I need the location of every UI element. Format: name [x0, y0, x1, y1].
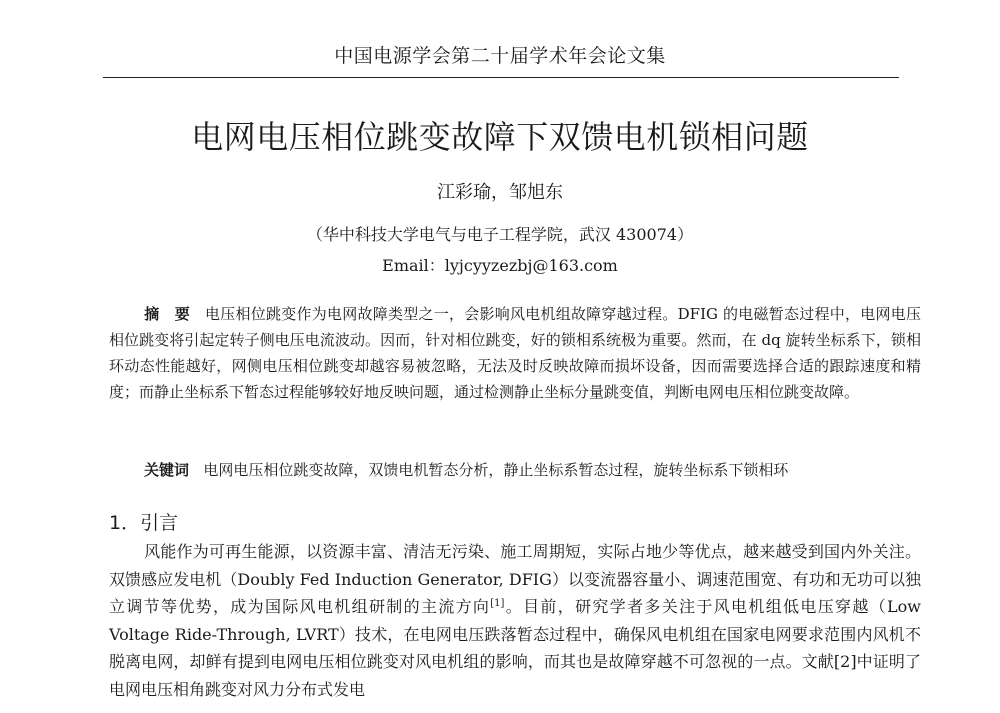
abstract — [109, 301, 921, 405]
keywords — [109, 457, 921, 483]
affiliation: （华中科技大学电气与电子工程学院，武汉 430074） — [306, 225, 694, 244]
section-title: 引言 — [140, 512, 179, 534]
authors: 江彩瑜，邹旭东 — [437, 182, 563, 203]
paper-title: 电网电压相位跳变故障下双馈电机锁相问题 — [191, 118, 809, 156]
running-head: 中国电源学会第二十届学术年会论文集 — [334, 45, 666, 67]
keywords-text: 电网电压相位跳变故障，双馈电机暂态分析，静止坐标系暂态过程，旋转坐标系下锁相环 — [203, 461, 789, 479]
section-number: 1． — [109, 512, 141, 534]
header-rule — [103, 77, 899, 78]
body-paragraph — [109, 538, 921, 703]
abstract-label: 摘 要 — [144, 305, 190, 323]
keywords-label: 关键词 — [144, 461, 190, 479]
body-text-part1: 风能作为可再生能源，以资源丰富、清洁无污染、施工周期短，实际占地少等优点，越来越受到国内外关注。双馈感应发电机（Doubly Fed Induction Generator, DFIG）以变流器容量小、调速范围宽、有功和无功可以独立调节等优势，成为国际风电机组研制的主流方向 — [109, 542, 921, 616]
email: Email：lyjcyyzezbj@163.com — [382, 256, 618, 275]
body-text-part2: 。目前，研究学者多关注于风电机组低电压穿越（Low Voltage Ride-Through, LVRT）技术，在电网电压跌落暂态过程中，确保风电机组在国家电网要求范围内风机不脱离电网，却鲜有提到电网电压相位跳变对风电机组的影响，而其也是故障穿越不可忽视的一点。文献[2]中证明了电网电压相角跳变对风力分布式发电 — [109, 597, 921, 699]
abstract-text: 电压相位跳变作为电网故障类型之一，会影响风电机组故障穿越过程。DFIG 的电磁暂态过程中，电网电压相位跳变将引起定转子侧电压电流波动。因而，针对相位跳变，好的锁相系统极为重要。然而，在 dq 旋转坐标系下，锁相环动态性能越好，网侧电压相位跳变却越容易被忽略，无法及时反映故障而损坏设备，因而需要选择合适的跟踪速度和精度；而静止坐标系下暂态过程能够较好地反映问题，通过检测静止坐标分量跳变值，判断电网电压相位跳变故障。 — [109, 305, 921, 401]
section-heading — [109, 508, 178, 535]
citation-ref[interactable]: [1] — [490, 598, 505, 609]
